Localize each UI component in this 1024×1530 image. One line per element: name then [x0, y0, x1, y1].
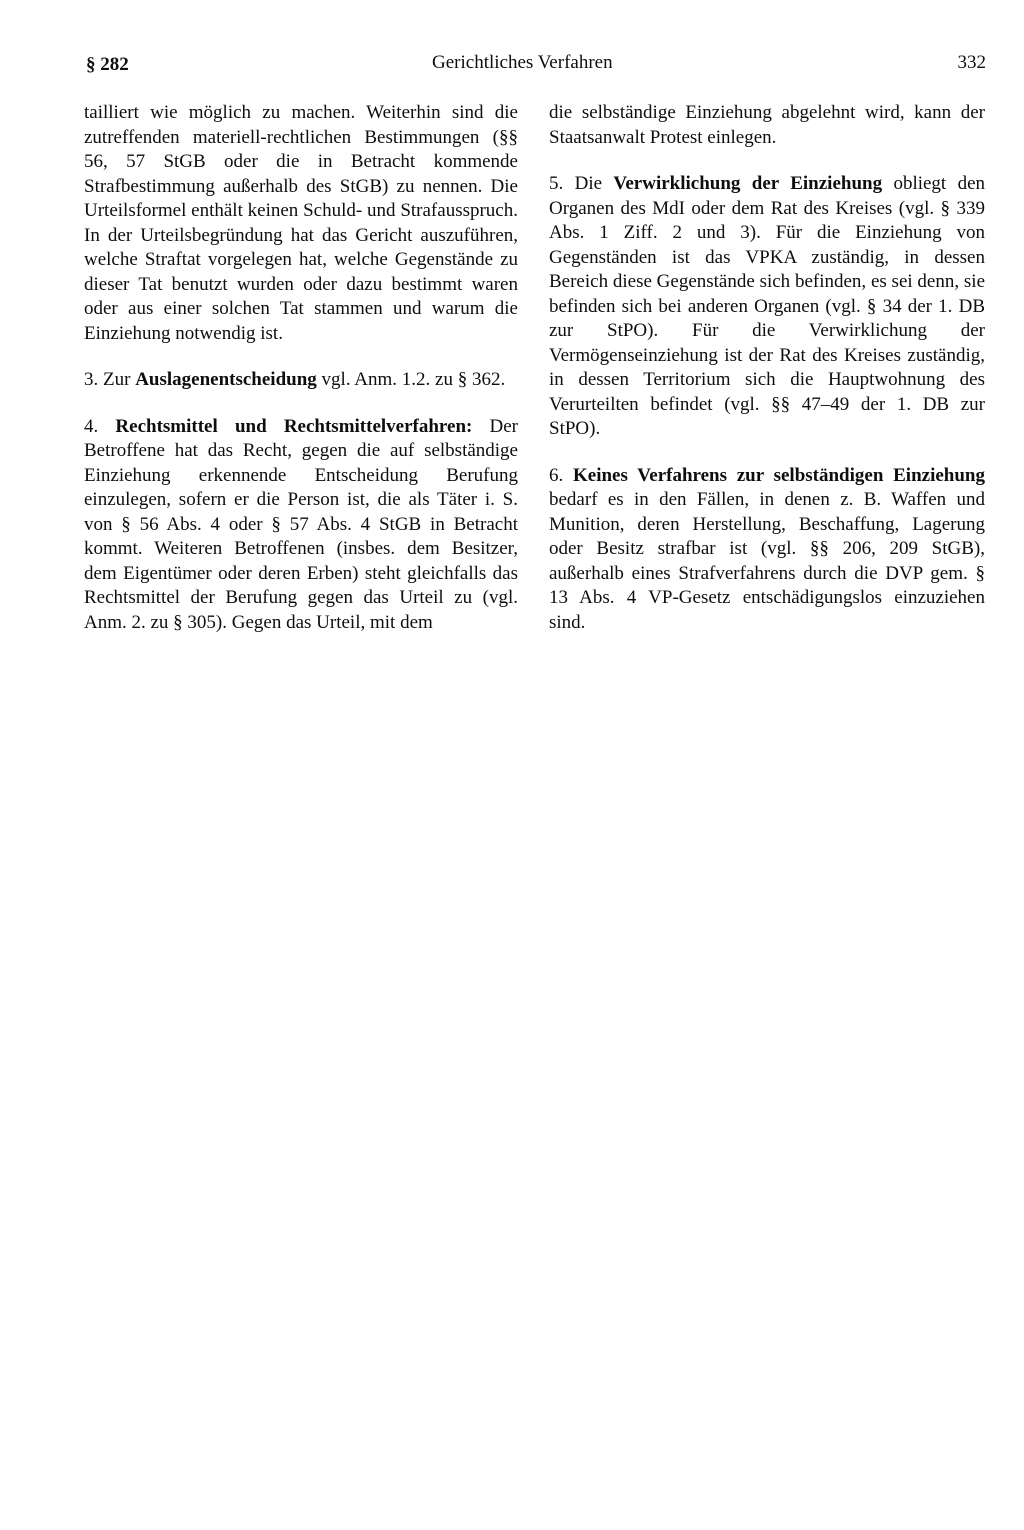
paragraph-4: [84, 415, 518, 636]
paragraph-text: tailliert wie möglich zu machen. Weiterhin sind die zutreffenden materiell-rechtlichen Bestimmungen (§§ 56, 57 StGB oder die in Betracht kommende Strafbestimmung außerhalb des StGB) zu nennen. Die Urteilsformel enthält keinen Schuld- und Strafausspruch. In der Urteilsbegründung hat das Gericht auszuführen, welche Straftat vorgelegen hat, welche Gegenstände zu dieser Tat benutzt wurden oder dazu bestimmt waren oder aus einer solchen Tat stammen und warum die Einziehung notwendig ist.: [84, 102, 518, 344]
paragraph-number: 4.: [84, 415, 116, 437]
paragraph-text: vgl. Anm. 1.2. zu § 362.: [316, 369, 506, 390]
paragraph-heading: Verwirklichung der Einziehung: [613, 173, 883, 194]
paragraph-text: die selbständige Einziehung abgelehnt wird, kann der Staatsanwalt Protest einlegen.: [549, 102, 985, 148]
paragraph-continuation: [549, 101, 985, 150]
paragraph-heading: Keines Verfahrens zur selbständigen Einziehung: [573, 464, 985, 486]
paragraph-heading: Rechtsmittel und Rechtsmittelverfahren:: [115, 415, 473, 437]
paragraph-heading: Auslagenentscheidung: [135, 369, 317, 390]
paragraph-continuation: [84, 101, 518, 346]
paragraph-text: obliegt den Organen des MdI oder dem Rat des Kreises (vgl. § 339 Abs. 1 Ziff. 2 und 3). Für die Einziehung von Gegenständen ist das VPKA zuständig, in dessen Bereich diese Gegenstände sich befinden, es sei denn, sie befinden sich bei anderen Organen (vgl. § 34 der 1. DB zur StPO). Für die Verwirklichung der Vermögenseinziehung ist der Rat des Kreises zuständig, in dessen Territorium sich die Hauptwohnung des Verurteilten befindet (vgl. §§ 47–49 der 1. DB zur StPO).: [549, 173, 985, 439]
paragraph-number: 6.: [549, 464, 573, 486]
section-number: § 282: [86, 54, 129, 75]
paragraph-5: [549, 172, 985, 442]
paragraph-number: 5. Die: [549, 173, 614, 194]
page-number: 332: [957, 52, 986, 73]
page-header: [86, 52, 986, 82]
paragraph-3: [84, 368, 518, 393]
right-column: [549, 101, 985, 657]
paragraph-6: [549, 464, 985, 636]
paragraph-text: bedarf es in den Fällen, in denen z. B. Waffen und Munition, deren Herstellung, Beschaffung, Lagerung oder Besitz strafbar ist (vgl. §§ 206, 209 StGB), außerhalb eines Strafverfahrens durch die DVP gem. § 13 Abs. 4 VP-Gesetz entschädigungslos einzuziehen sind.: [549, 489, 985, 633]
left-column: [84, 101, 518, 657]
running-title: Gerichtliches Verfahren: [432, 52, 613, 73]
paragraph-text: Der Betroffene hat das Recht, gegen die auf selbständige Einziehung erkennende Entscheidung Berufung einzulegen, sofern er die Person ist, die als Täter i. S. von § 56 Abs. 4 oder § 57 Abs. 4 StGB in Betracht kommt. Weiteren Betroffenen (insbes. dem Besitzer, dem Eigentümer oder deren Erben) steht gleichfalls das Rechtsmittel der Berufung gegen das Urteil zu (vgl. Anm. 2. zu § 305). Gegen das Urteil, mit dem: [84, 415, 518, 633]
paragraph-number: 3. Zur: [84, 369, 136, 390]
